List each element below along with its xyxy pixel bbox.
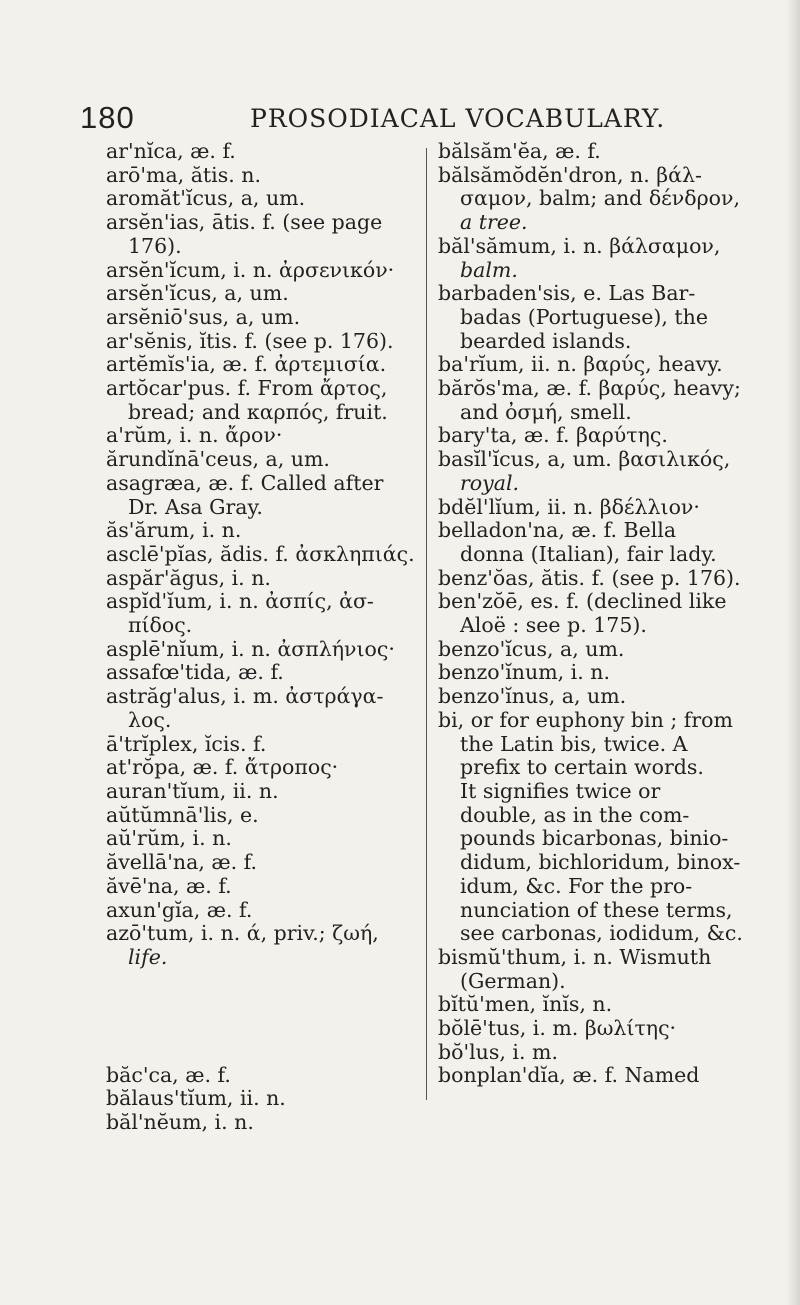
entry-line: băl'nĕum, i. n.: [106, 1110, 254, 1135]
entry-line: bŏ'lus, i. m.: [438, 1039, 558, 1064]
right-column: [438, 140, 768, 1088]
page-number: 180: [80, 100, 135, 135]
entry-line: asagræa, æ. f. Called after: [106, 470, 384, 495]
entry-line: pounds bicarbonas, binio-: [460, 826, 729, 851]
entry-line: arsĕniō'sus, a, um.: [106, 304, 301, 329]
entry-line: bonplan'dĭa, æ. f. Named: [438, 1063, 700, 1088]
entry-line: nunciation of these terms,: [460, 897, 733, 922]
entry-line: asclē'pĭas, ădis. f. ἀσκληπιάς.: [106, 541, 415, 566]
entry-line: ba'rĭum, ii. n. βαρύς, heavy.: [438, 352, 723, 377]
entry-line: arsĕn'ias, ātis. f. (see page: [106, 210, 383, 235]
entry-line: ar'nĭca, æ. f.: [106, 139, 236, 163]
entry-line: arsĕn'ĭcus, a, um.: [106, 281, 289, 306]
entry-line: the Latin bis, twice. A: [460, 731, 688, 756]
entry-line: bălsămŏdĕn'dron, n. βάλ-: [438, 162, 702, 187]
entry-line: bismŭ'thum, i. n. Wismuth: [438, 944, 712, 969]
entry-line: 176).: [128, 233, 182, 258]
entry-line: σαμον, balm; and δένδρον,: [460, 186, 740, 211]
page-header: [80, 100, 720, 134]
entry-line: didum, bichloridum, binox-: [460, 850, 741, 875]
entry-line: ben'zŏē, es. f. (declined like: [438, 589, 727, 614]
entry-line: a'rŭm, i. n. ἄρον·: [106, 423, 283, 448]
page-edge-shadow: [786, 0, 800, 1305]
entry-line: aspĭd'ĭum, i. n. ἀσπίς, ἀσ-: [106, 589, 374, 614]
entry-line: azō'tum, i. n. ά, priv.; ζωή,: [106, 921, 379, 946]
entry-line: arsĕn'ĭcum, i. n. ἀρσενικόν·: [106, 257, 395, 282]
entry-line: balm.: [460, 257, 518, 282]
entry-line: artŏcar'pus. f. From ἄρτος,: [106, 376, 388, 401]
entry-line: aŭ'rŭm, i. n.: [106, 826, 232, 851]
entry-line: (German).: [460, 968, 566, 993]
entry-line: benzo'ĭnus, a, um.: [438, 684, 627, 709]
entry-line: benz'ŏas, ătis. f. (see p. 176).: [438, 565, 741, 590]
entry-line: ăvē'na, æ. f.: [106, 873, 232, 898]
entry-line: băl'sămum, i. n. βάλσαμον,: [438, 233, 721, 258]
entry-line: and ὀσμή, smell.: [460, 399, 632, 424]
entry-line: bĭtŭ'men, ĭnĭs, n.: [438, 992, 613, 1017]
entry-line: bdĕl'lĭum, ii. n. βδέλλιον·: [438, 494, 700, 519]
entry-line: ar'sĕnis, ĭtis. f. (see p. 176).: [106, 328, 394, 353]
entry-line: Aloë : see p. 175).: [460, 613, 647, 638]
entry-line: royal.: [460, 470, 520, 495]
entry-line: asplē'nĭum, i. n. ἀσπλήνιος·: [106, 636, 395, 661]
entry-line: idum, &c. For the pro-: [460, 873, 693, 898]
entry-line: ăs'ărum, i. n.: [106, 518, 242, 543]
entry-line: axun'gĭa, æ. f.: [106, 897, 253, 922]
entry-line: donna (Italian), fair lady.: [460, 541, 717, 566]
entry-line: bearded islands.: [460, 328, 632, 353]
entry-line: benzo'ĭnum, i. n.: [438, 660, 610, 685]
entry-line: badas (Portuguese), the: [460, 304, 708, 329]
entry-line: bărŏs'ma, æ. f. βαρύς, heavy;: [438, 376, 741, 401]
running-title: PROSODIACAL VOCABULARY.: [250, 104, 666, 133]
entry-line: arō'ma, ătis. n.: [106, 162, 261, 187]
entry-line: artĕmĭs'ia, æ. f. ἀρτεμισία.: [106, 352, 387, 377]
entry-line: aromăt'ĭcus, a, um.: [106, 186, 306, 211]
entry-line: aspăr'ăgus, i. n.: [106, 565, 271, 590]
entry-line: benzo'ĭcus, a, um.: [438, 636, 625, 661]
entry-line: life.: [128, 944, 168, 969]
entry-line: bŏlē'tus, i. m. βωλίτης·: [438, 1016, 677, 1041]
entry-line: băc'ca, æ. f.: [106, 1062, 231, 1087]
entry-line: bălsăm'ĕa, æ. f.: [438, 139, 601, 163]
left-column: [106, 139, 415, 1135]
entry-line: λος.: [128, 707, 172, 732]
entry-line: πίδος.: [128, 613, 193, 638]
entry-line: bălaus'tĭum, ii. n.: [106, 1086, 286, 1111]
entry-line: aŭtŭmnā'lis, e.: [106, 802, 259, 827]
entry-line: at'rŏpa, æ. f. ἄτροπος·: [106, 755, 339, 780]
entry-line: Dr. Asa Gray.: [128, 494, 263, 519]
entry-line: ărundĭnā'ceus, a, um.: [106, 447, 330, 472]
section-gap: [106, 970, 406, 1064]
entry-line: a tree.: [460, 210, 528, 235]
entry-line: bary'ta, æ. f. βαρύτης.: [438, 423, 668, 448]
entry-line: belladon'na, æ. f. Bella: [438, 518, 677, 543]
entry-line: double, as in the com-: [460, 802, 690, 827]
entry-line: astrăg'alus, i. m. ἀστράγα-: [106, 684, 384, 709]
entry-line: It signifies twice or: [460, 778, 661, 803]
entry-line: bi, or for euphony bin ; from: [438, 707, 733, 732]
entry-line: basĭl'ĭcus, a, um. βασιλικός,: [438, 447, 731, 472]
column-divider: [426, 148, 427, 1100]
entry-line: bread; and καρπός, fruit.: [128, 399, 388, 424]
entry-line: auran'tĭum, ii. n.: [106, 778, 279, 803]
entry-line: ăvellā'na, æ. f.: [106, 850, 258, 875]
entry-line: ā'trĭplex, ĭcis. f.: [106, 731, 267, 756]
entry-line: barbaden'sis, e. Las Bar-: [438, 281, 696, 306]
entry-line: see carbonas, iodidum, &c.: [460, 921, 743, 946]
entry-line: prefix to certain words.: [460, 755, 704, 780]
entry-line: assafœ'tida, æ. f.: [106, 660, 284, 685]
